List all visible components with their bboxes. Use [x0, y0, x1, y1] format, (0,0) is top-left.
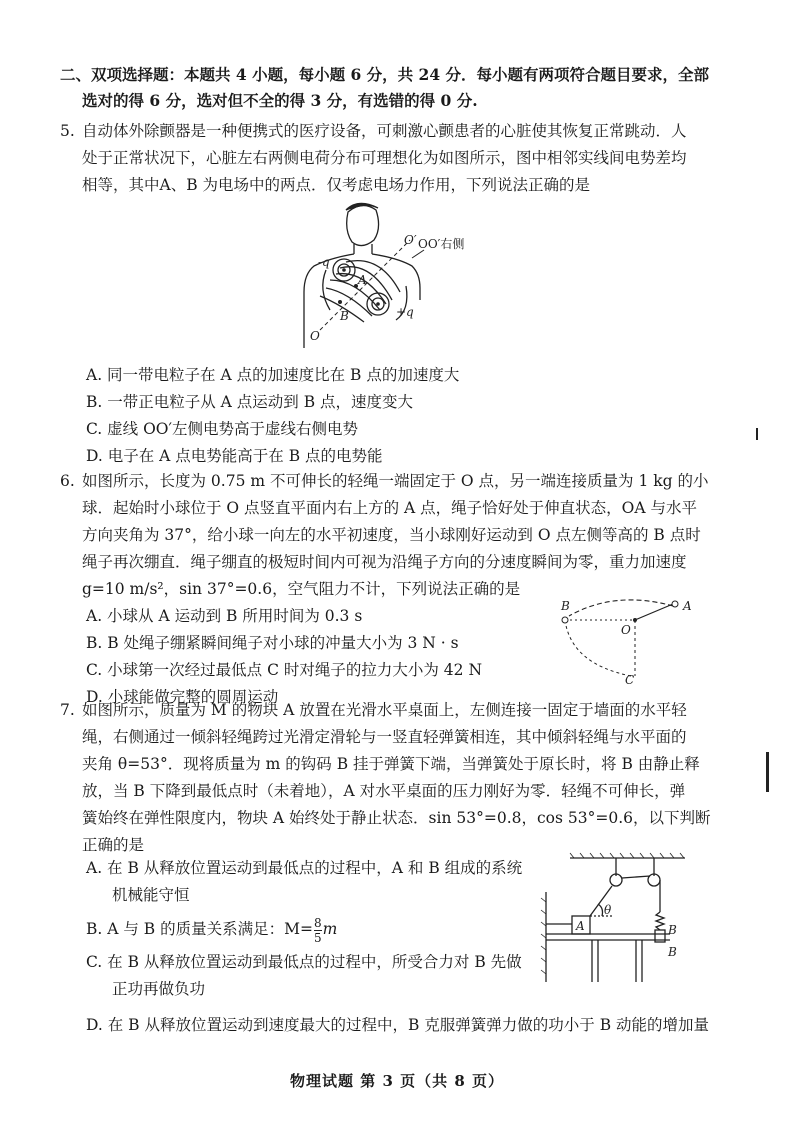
label-b-lower: B	[668, 945, 677, 959]
option-b: B. B 处绳子绷紧瞬间绳子对小球的冲量大小为 3 N · s	[86, 634, 459, 652]
label-o-prime: O′	[404, 233, 417, 247]
question-stem-line: 自动体外除颤器是一种便携式的医疗设备，可刺激心颤患者的心脏使其恢复正常跳动．人	[82, 122, 687, 140]
label-a: A	[683, 599, 692, 613]
option-d: D. 小球能做完整的圆周运动	[86, 688, 279, 706]
question-stem-line: 如图所示，质量为 M 的物块 A 放置在光滑水平桌面上，左侧连接一固定于墙面的水平轻	[82, 701, 687, 719]
label-b: B	[340, 309, 349, 323]
question-stem-line: 绳子再次绷直．绳子绷直的极短时间内可视为沿绳子方向的分速度瞬间为零，重力加速度	[82, 553, 687, 571]
page-footer: 物理试题 第 3 页（共 8 页）	[290, 1072, 504, 1090]
question-7	[60, 697, 760, 859]
label-neg-q: -q	[318, 255, 330, 269]
question-7-option-d	[60, 1012, 760, 1039]
fraction	[314, 916, 322, 945]
option-b	[60, 909, 530, 949]
section-line-2: 选对的得 6 分，选对但不全的得 3 分，有选错的得 0 分.	[82, 91, 478, 110]
label-b: B	[561, 599, 570, 613]
scan-mark	[756, 428, 758, 440]
question-5-options	[60, 362, 760, 470]
label-b-upper: B	[668, 923, 677, 937]
section-line-1: 二、双项选择题：本题共 4 小题，每小题 6 分，共 24 分．每小题有两项符合题目要求，全部	[60, 65, 710, 84]
option-b-tail: m	[322, 920, 338, 938]
option-b-text: B. A 与 B 的质量关系满足：M=	[86, 920, 313, 938]
option-d: D. 电子在 A 点电势能高于在 B 点的电势能	[86, 447, 383, 465]
question-6-options	[60, 603, 540, 711]
option-a: A. 小球从 A 运动到 B 所用时间为 0.3 s	[86, 607, 363, 625]
question-stem-line: 方向夹角为 37°，给小球一向左的水平初速度，当小球刚好运动到 O 点左侧等高的 B 点时	[82, 526, 701, 544]
question-6	[60, 468, 760, 603]
question-stem-line: 夹角 θ=53°．现将质量为 m 的钩码 B 挂于弹簧下端，当弹簧处于原长时，将 B 由静止释	[82, 755, 700, 773]
question-7-options-left	[60, 855, 530, 1003]
question-stem-line: 放，当 B 下降到最低点时（未着地），A 对水平桌面的压力刚好为零．轻绳不可伸长，弹	[82, 782, 686, 800]
question-stem-line: 簧始终在弹性限度内，物块 A 始终处于静止状态．sin 53°=0.8，cos 53°=0.6，以下判断	[82, 809, 711, 827]
question-stem-line: 正确的是	[82, 836, 145, 854]
option-d: D. 在 B 从释放位置运动到速度最大的过程中，B 克服弹簧弹力做的功小于 B 动能的增加量	[86, 1016, 710, 1034]
pulley-spring-figure	[540, 852, 690, 984]
question-number: 6.	[60, 472, 75, 490]
label-oo-right: OO′右侧	[418, 237, 465, 251]
option-c: C. 小球第一次经过最低点 C 时对绳子的拉力大小为 42 N	[86, 661, 483, 679]
option-a: A. 在 B 从释放位置运动到最低点的过程中，A 和 B 组成的系统	[86, 859, 523, 877]
option-a-cont: 机械能守恒	[112, 886, 190, 904]
question-stem-line: 如图所示，长度为 0.75 m 不可伸长的轻绳一端固定于 O 点，另一端连接质量为 1 kg 的小	[82, 472, 709, 490]
label-theta: θ	[604, 903, 612, 917]
label-a: A	[358, 273, 367, 287]
option-a: A. 同一带电粒子在 A 点的加速度比在 B 点的加速度大	[86, 366, 460, 384]
section-header	[60, 62, 760, 114]
question-stem-line: 相等，其中A、B 为电场中的两点．仅考虑电场力作用，下列说法正确的是	[82, 176, 591, 194]
label-c: C	[625, 673, 635, 687]
question-stem-line: 绳，右侧通过一倾斜轻绳跨过光滑定滑轮与一竖直轻弹簧相连，其中倾斜轻绳与水平面的	[82, 728, 687, 746]
option-c: C. 虚线 OO′左侧电势高于虚线右侧电势	[86, 420, 359, 438]
fraction-denominator: 5	[313, 930, 322, 945]
option-c: C. 在 B 从释放位置运动到最低点的过程中，所受合力对 B 先做	[86, 953, 522, 971]
fraction-numerator: 8	[313, 915, 322, 930]
option-c-cont: 正功再做负功	[112, 980, 206, 998]
question-stem-line: 球．起始时小球位于 O 点竖直平面内右上方的 A 点，绳子恰好处于伸直状态，OA 与水平	[82, 499, 697, 517]
question-number: 5.	[60, 122, 75, 140]
question-stem-line: g=10 m/s²，sin 37°=0.6，空气阻力不计，下列说法正确的是	[82, 580, 521, 598]
label-pos-q: +q	[396, 305, 414, 319]
rope-ball-figure	[555, 596, 695, 688]
question-number: 7.	[60, 701, 75, 719]
label-o: O	[621, 623, 631, 637]
question-stem-line: 处于正常状况下，心脏左右两侧电荷分布可理想化为如图所示，图中相邻实线间电势差均	[82, 149, 687, 167]
heart-field-figure	[300, 200, 470, 350]
label-o: O	[310, 329, 320, 343]
question-5	[60, 118, 760, 199]
label-a: A	[576, 919, 585, 933]
option-b: B. 一带正电粒子从 A 点运动到 B 点，速度变大	[86, 393, 414, 411]
scan-mark	[766, 752, 769, 792]
